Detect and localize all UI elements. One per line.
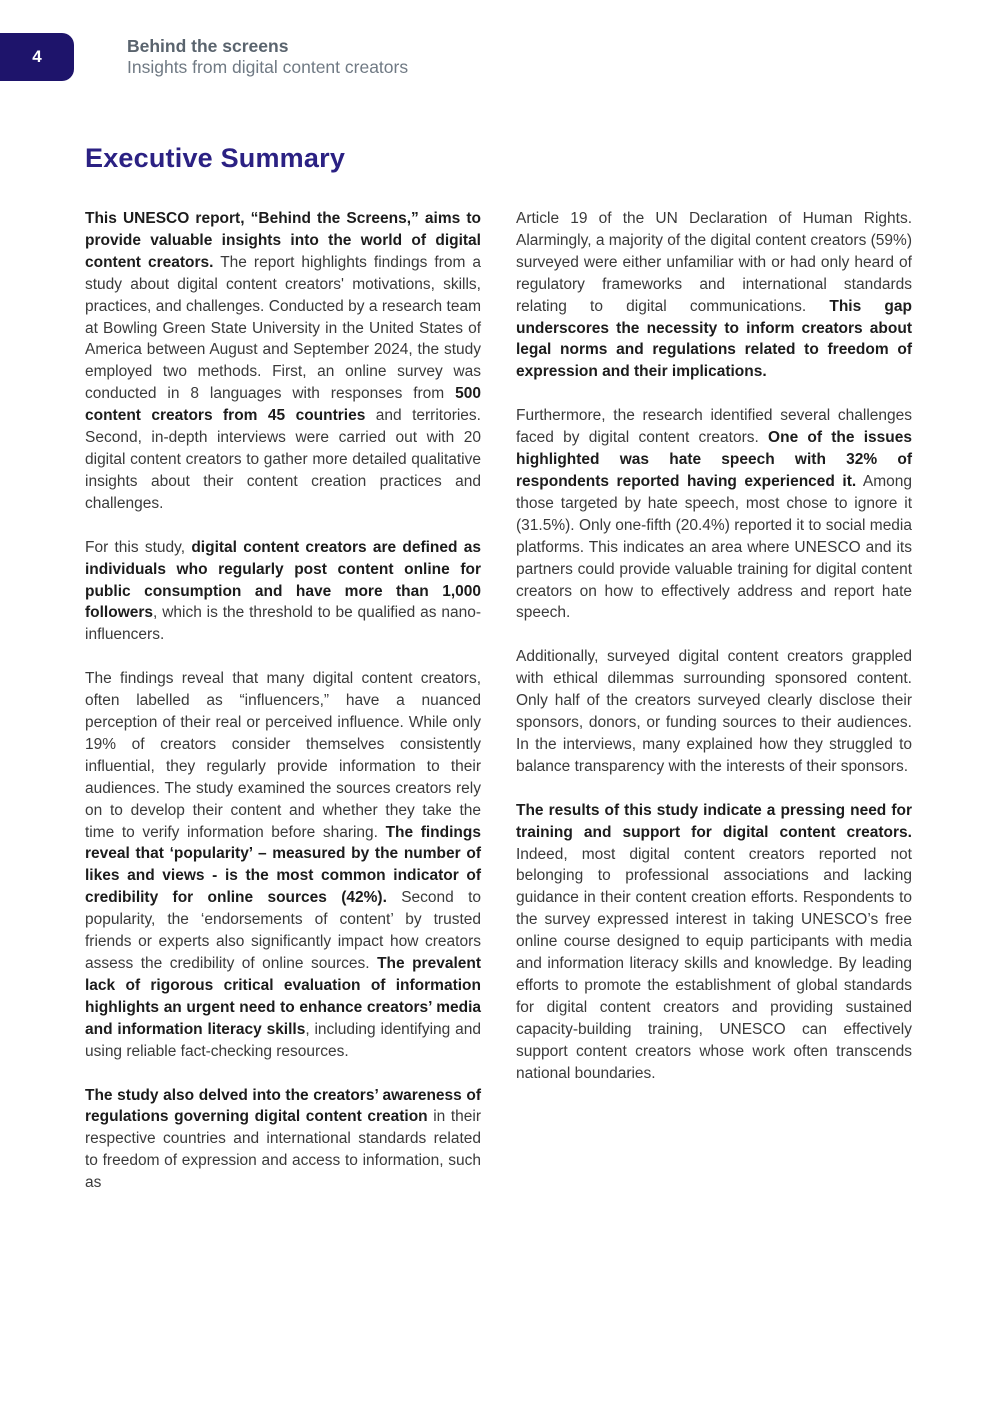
body-columns [85,208,912,1194]
bold-text-run: One of the issues highlighted was hate speech with 32% of respondents reported having experienced it. [516,429,912,490]
text-run: Among those targeted by hate speech, most chose to ignore it (31.5%). Only one-fifth (20.4%) reported it to social media platforms. This indicates an area where UNESCO and its partners could provide valuable training for digital content creators on how to effectively address and report hate speech. [516,472,912,622]
text-run: Article 19 of the UN Declaration of Human Rights. Alarmingly, a majority of the digital content creators (59%) surveyed were either unfamiliar with or had only heard of regulatory frameworks and international standards relating to digital communications. [516,210,912,315]
paragraph [85,208,481,515]
text-run: in their respective countries and international standards related to freedom of expression and access to information, such as [85,1108,481,1192]
text-run: The report highlights findings from a study about digital content creators' motivations, skills, practices, and challenges. Conducted by a research team at Bowling Green State University in the United States of America between August and September 2024, the study employed two methods. First, an online survey was conducted in 8 languages with responses from [85,253,481,403]
column-right [516,208,912,1194]
paragraph [85,537,481,647]
section-title: Executive Summary [85,143,346,173]
text-run: Additionally, surveyed digital content creators grappled with ethical dilemmas surrounding sponsored content. Only half of the creators surveyed clearly disclose their sponsors, donors, or funding sources to their audiences. In the interviews, many explained how they struggled to balance transparency with the interests of their sponsors. [516,648,912,775]
bold-text-run: 500 content creators from 45 countries [85,385,481,425]
paragraph [85,1085,481,1195]
text-run: Furthermore, the research identified several challenges faced by digital content creators. [516,407,912,447]
paragraph [516,800,912,1085]
paragraph [516,646,912,777]
paragraph [516,405,912,624]
page-number: 4 [32,47,42,66]
paragraph [85,668,481,1062]
page-header [127,36,408,78]
bold-text-run: The prevalent lack of rigorous critical evaluation of information highlights an urgent need to enhance creators’ media and information literacy skills [85,955,482,1038]
report-subtitle: Insights from digital content creators [127,57,409,77]
bold-text-run: The study also delved into the creators’ awareness of regulations governing digital content creation [85,1086,481,1126]
paragraph [516,208,912,383]
bold-text-run: This gap underscores the necessity to inform creators about legal norms and regulations related to freedom of expression and their implications. [516,297,912,381]
text-run: The findings reveal that many digital content creators, often labelled as “influencers,” have a nuanced perception of their real or perceived influence. While only 19% of creators consider themselves consistently influential, they regularly provide information to their audiences. The study examined the sources creators rely on to develop their content and whether they take the time to verify information before sharing. [85,670,481,841]
column-left [85,208,481,1194]
text-run: , which is the threshold to be qualified as nano-influencers. [85,604,481,644]
text-run: , including identifying and using reliable fact-checking resources. [85,1020,481,1060]
bold-text-run: digital content creators are defined as individuals who regularly post content online for public consumption and have more than 1,000 followers [85,538,481,622]
bold-text-run: The results of this study indicate a pressing need for training and support for digital content creators. [516,801,912,841]
bold-text-run: This UNESCO report, “Behind the Screens,” aims to provide valuable insights into the world of digital content creators. [85,210,481,271]
text-run: and territories. Second, in-depth interviews were carried out with 20 digital content creators to gather more detailed qualitative insights about their content creation practices and challenges. [85,407,481,512]
report-title: Behind the screens [127,36,289,56]
text-run: For this study, [85,538,192,556]
text-run: Indeed, most digital content creators reported not belonging to professional associations and lacking guidance in their content creation efforts. Respondents to the survey expressed interest in taking UNESCO’s free online course designed to equip participants with media and information literacy skills and knowledge. By leading efforts to promote the establishment of global standards for digital content creators and providing sustained capacity-building training, UNESCO can effectively support content creators whose work often transcends national boundaries. [516,845,912,1082]
text-run: Second to popularity, the ‘endorsements of content’ by trusted friends or experts also significantly impact how creators assess the credibility of online sources. [85,889,481,972]
page-number-badge [0,33,74,81]
bold-text-run: The findings reveal that ‘popularity’ – measured by the number of likes and views - is the most common indicator of credibility for online sources (42%). [85,823,481,907]
